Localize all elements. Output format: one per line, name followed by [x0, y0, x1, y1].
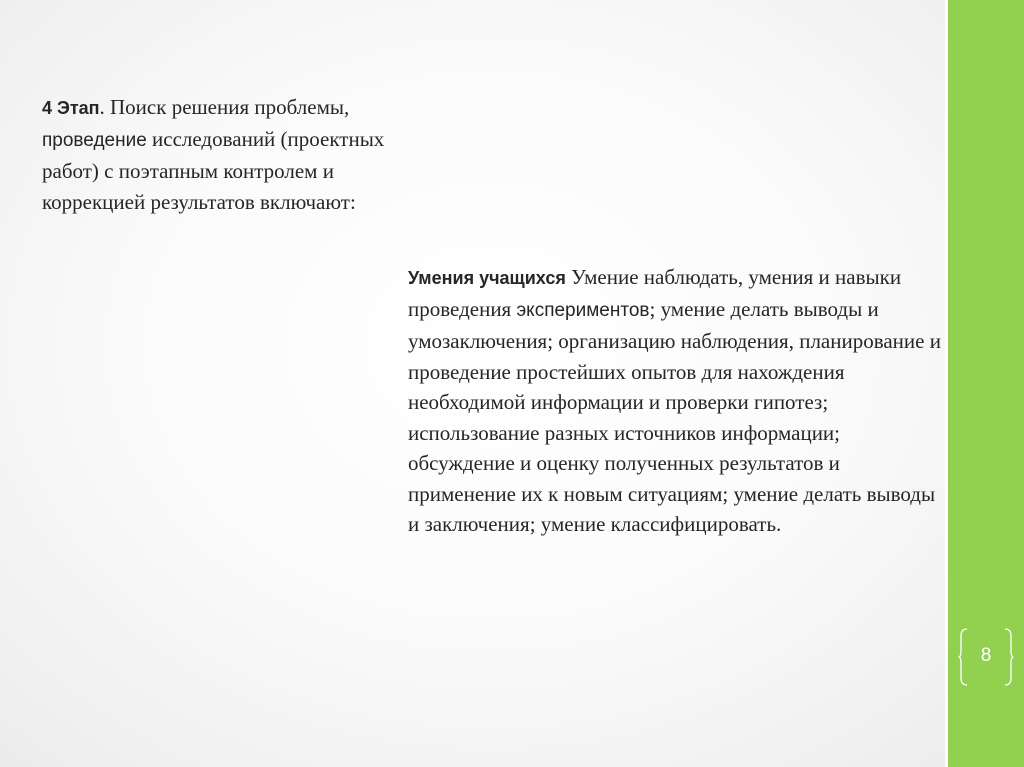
page-number-box: [958, 628, 1014, 686]
page-number: 8: [980, 645, 992, 666]
skills-text-part1: Умение наблюдать, умения и навыки проведения: [408, 265, 902, 321]
skills-text-block: [408, 262, 948, 540]
right-brace-icon: [1004, 628, 1014, 686]
stage-text-block: [42, 92, 422, 217]
skills-text-part2: ; умение делать выводы и умозаключения; организацию наблюдения, планирование и проведение простейших опытов для нахождения необходимой информации и проверки гипотез; использование разных источников информации; обсуждение и оценку полученных результатов и применение их к новым ситуациям; умение делать выводы и заключения; умение классифицировать.: [408, 296, 941, 536]
stage-text-sans: проведение: [42, 129, 147, 151]
skills-heading: Умения учащихся: [408, 268, 566, 288]
left-brace-icon: [958, 628, 968, 686]
stage-heading: 4 Этап: [42, 98, 100, 118]
stage-text-part1: . Поиск решения проблемы,: [99, 95, 350, 119]
skills-text-sans: экспериментов: [516, 299, 650, 321]
stage-text-part2: исследований (проектных работ) с поэтапным контролем и коррекцией результатов включают:: [42, 126, 385, 214]
